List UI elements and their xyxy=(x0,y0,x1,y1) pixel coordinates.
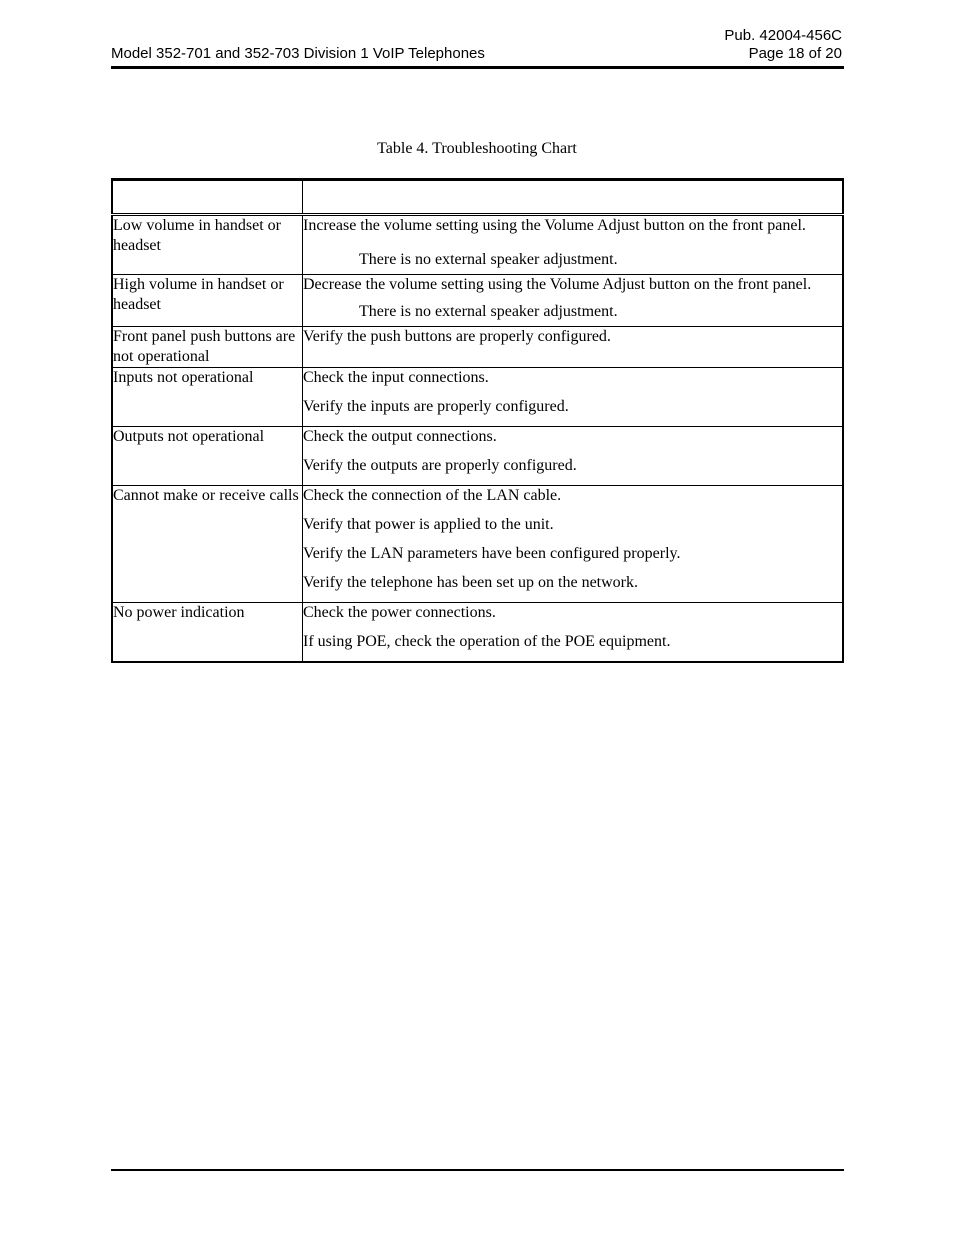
remedy-line: Verify the LAN parameters have been configured properly. xyxy=(303,545,681,562)
remedy-line: Check the input connections. xyxy=(303,369,489,386)
table-header-row xyxy=(112,180,843,215)
table-row xyxy=(112,486,843,603)
symptom-cell: Low volume in handset or headset xyxy=(112,215,303,275)
symptom-cell: High volume in handset or headset xyxy=(112,275,303,327)
remedy-cell xyxy=(303,486,844,603)
page-number: Page 18 of 20 xyxy=(748,45,842,62)
remedy-line: Verify the telephone has been set up on the network. xyxy=(303,574,639,591)
remedy-cell xyxy=(303,603,844,663)
table-caption: Table 4. Troubleshooting Chart xyxy=(377,140,577,157)
remedy-note: There is no external speaker adjustment. xyxy=(359,251,618,268)
publication-number: Pub. 42004-456C xyxy=(724,27,842,44)
footer-divider xyxy=(111,1169,844,1171)
remedy-line: Verify the inputs are properly configured. xyxy=(303,398,569,415)
remedy-cell xyxy=(303,427,844,486)
remedy-line: Check the output connections. xyxy=(303,428,497,445)
remedy-line: Verify that power is applied to the unit. xyxy=(303,516,554,533)
table-row xyxy=(112,368,843,427)
page-header xyxy=(111,26,844,69)
header-remedy xyxy=(303,180,844,215)
table-row xyxy=(112,215,843,275)
remedy-line: Check the power connections. xyxy=(303,604,496,621)
symptom-cell: Front panel push buttons are not operational xyxy=(112,327,303,368)
remedy-note: There is no external speaker adjustment. xyxy=(359,303,618,320)
table-row xyxy=(112,427,843,486)
symptom-cell: No power indication xyxy=(112,603,303,663)
header-symptom xyxy=(112,180,303,215)
remedy-line: Decrease the volume setting using the Volume Adjust button on the front panel. xyxy=(303,276,812,293)
table-row xyxy=(112,275,843,327)
remedy-line: Check the connection of the LAN cable. xyxy=(303,487,562,504)
troubleshooting-table xyxy=(111,178,844,663)
remedy-cell xyxy=(303,215,844,275)
remedy-line: Increase the volume setting using the Volume Adjust button on the front panel. xyxy=(303,217,806,234)
remedy-cell xyxy=(303,327,844,368)
remedy-cell xyxy=(303,368,844,427)
symptom-cell: Cannot make or receive calls xyxy=(112,486,303,603)
remedy-line: If using POE, check the operation of the POE equipment. xyxy=(303,633,671,650)
remedy-line: Verify the push buttons are properly configured. xyxy=(303,328,611,345)
symptom-cell: Outputs not operational xyxy=(112,427,303,486)
remedy-line: Verify the outputs are properly configured. xyxy=(303,457,577,474)
symptom-cell: Inputs not operational xyxy=(112,368,303,427)
remedy-cell xyxy=(303,275,844,327)
table-row xyxy=(112,603,843,663)
table-row xyxy=(112,327,843,368)
document-title: Model 352-701 and 352-703 Division 1 VoIP Telephones xyxy=(111,45,485,62)
